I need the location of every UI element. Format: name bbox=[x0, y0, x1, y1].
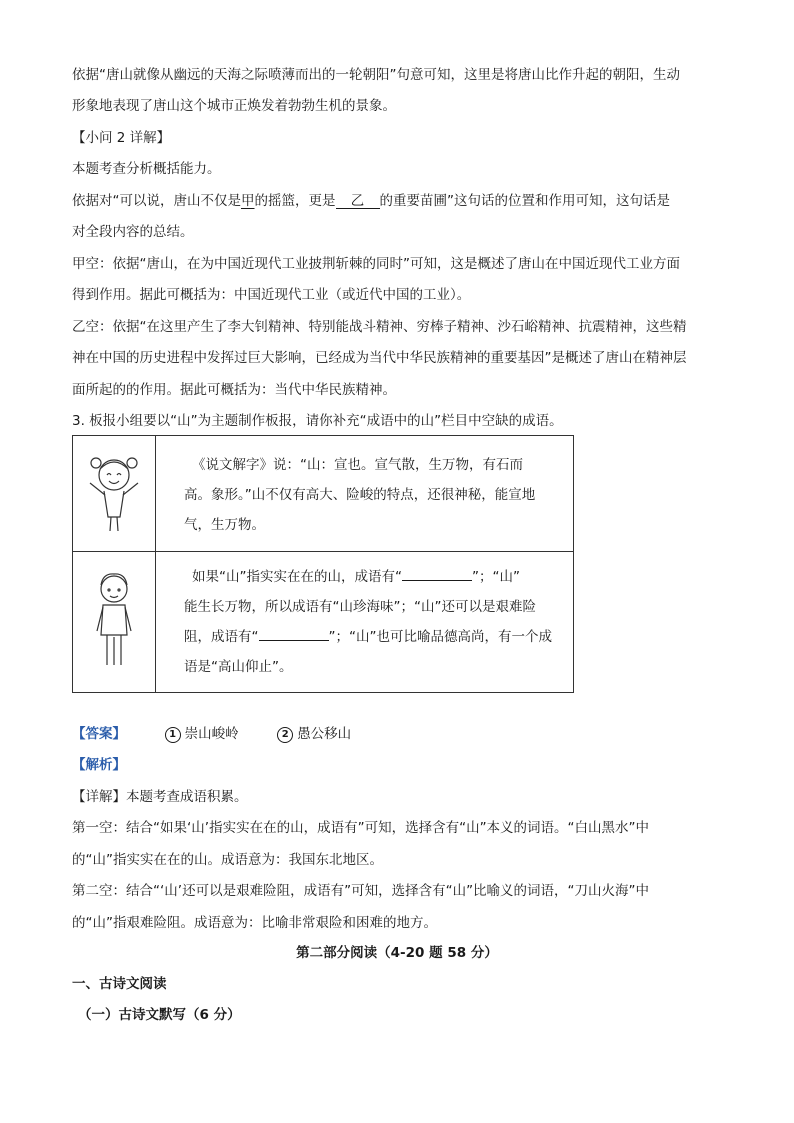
detail-line: 第一空：结合“如果‘山’指实实在在的山，成语有”可知，选择含有“山”本义的词语。“白山黑水”中 bbox=[72, 820, 650, 836]
quote-line: 高。象形。”山不仅有高大、险峻的特点，还很神秘，能宣地 bbox=[184, 487, 536, 503]
part-2-title: 第二部分阅读（4-20 题 58 分） bbox=[296, 945, 498, 961]
detail-line: 的“山”指艰难险阻。成语意为：比喻非常艰险和困难的地方。 bbox=[72, 915, 437, 931]
girl-illustration-cell bbox=[73, 436, 156, 552]
paragraph-line: 面所起的的作用。据此可概括为：当代中华民族精神。 bbox=[72, 382, 396, 398]
fill-line: 如果“山”指实实在在的山，成语有“ ”；“山” bbox=[184, 562, 557, 592]
boy-cartoon-icon bbox=[89, 565, 139, 675]
paragraph-line: 形象地表现了唐山这个城市正焕发着勃勃生机的景象。 bbox=[72, 98, 396, 114]
answer-1: 崇山峻岭 bbox=[184, 726, 239, 742]
paragraph-line: 依据“唐山就像从幽远的天海之际喷薄而出的一轮朝阳”句意可知，这里是将唐山比作升起的朝阳，生动 bbox=[72, 67, 680, 83]
quote-line: 《说文解字》说：“山：宣也。宣气散，生万物，有石而 bbox=[192, 457, 523, 473]
subsection-heading: （一）古诗文默写（6 分） bbox=[78, 1007, 241, 1023]
paragraph-line: 乙空：依据“在这里产生了李大钊精神、特别能战斗精神、穷棒子精神、沙石峪精神、抗震精神，这些精 bbox=[72, 319, 687, 335]
blank-jia: 甲 bbox=[241, 193, 255, 209]
board-table bbox=[72, 435, 574, 693]
question-2-heading: 【小问 2 详解】 bbox=[72, 130, 171, 146]
circled-number-1: 1 bbox=[165, 727, 181, 743]
question-3-stem: 3. 板报小组要以“山”为主题制作板报，请你补充“成语中的山”栏目中空缺的成语。 bbox=[72, 413, 563, 429]
paragraph-line: 甲空：依据“唐山，在为中国近现代工业披荆斩棘的同时”可知，这是概述了唐山在中国近现代工业方面 bbox=[72, 256, 680, 272]
idiom-fill-cell bbox=[156, 552, 574, 693]
circled-number-2: 2 bbox=[277, 727, 293, 743]
paragraph-line: 得到作用。据此可概括为：中国近现代工业（或近代中国的工业）。 bbox=[72, 287, 471, 303]
analysis-label: 【解析】 bbox=[72, 757, 126, 773]
paragraph-line: 本题考查分析概括能力。 bbox=[72, 161, 221, 177]
detail-label: 【详解】 bbox=[72, 789, 126, 805]
paragraph-line: 神在中国的历史进程中发挥过巨大影响，已经成为当代中华民族精神的重要基因”是概述了唐山在精神层 bbox=[72, 350, 687, 366]
shuowen-quote-cell bbox=[156, 436, 574, 552]
paragraph-line: 对全段内容的总结。 bbox=[72, 224, 194, 240]
answer-line bbox=[72, 725, 351, 743]
section-heading: 一、古诗文阅读 bbox=[72, 976, 167, 992]
answer-label: 【答案】 bbox=[72, 726, 126, 742]
blank-yi: 乙 bbox=[336, 194, 380, 209]
fill-line: 语是“高山仰止”。 bbox=[184, 659, 293, 675]
detail-line: 的“山”指实实在在的山。成语意为：我国东北地区。 bbox=[72, 852, 383, 868]
paragraph-line: 依据对“可以说，唐山不仅是甲的摇篮，更是 乙 的重要苗圃”这句话的位置和作用可知，这句话是 bbox=[72, 193, 670, 209]
detail-line: 第二空：结合“‘山’还可以是艰难险阻，成语有”可知，选择含有“山”比喻义的词语，“刀山火海”中 bbox=[72, 883, 650, 899]
boy-illustration-cell bbox=[73, 552, 156, 693]
girl-cartoon-icon bbox=[84, 447, 144, 537]
quote-line: 气，生万物。 bbox=[184, 517, 265, 533]
detail-line: 【详解】本题考查成语积累。 bbox=[72, 789, 248, 805]
idiom-blank-1[interactable] bbox=[402, 566, 472, 581]
idiom-blank-2[interactable] bbox=[259, 626, 329, 641]
fill-line: 能生长万物，所以成语有“山珍海味”；“山”还可以是艰难险 bbox=[184, 599, 536, 615]
fill-line: 阻，成语有“ ”；“山”也可比喻品德高尚，有一个成 bbox=[184, 622, 557, 652]
answer-2: 愚公移山 bbox=[297, 726, 352, 742]
